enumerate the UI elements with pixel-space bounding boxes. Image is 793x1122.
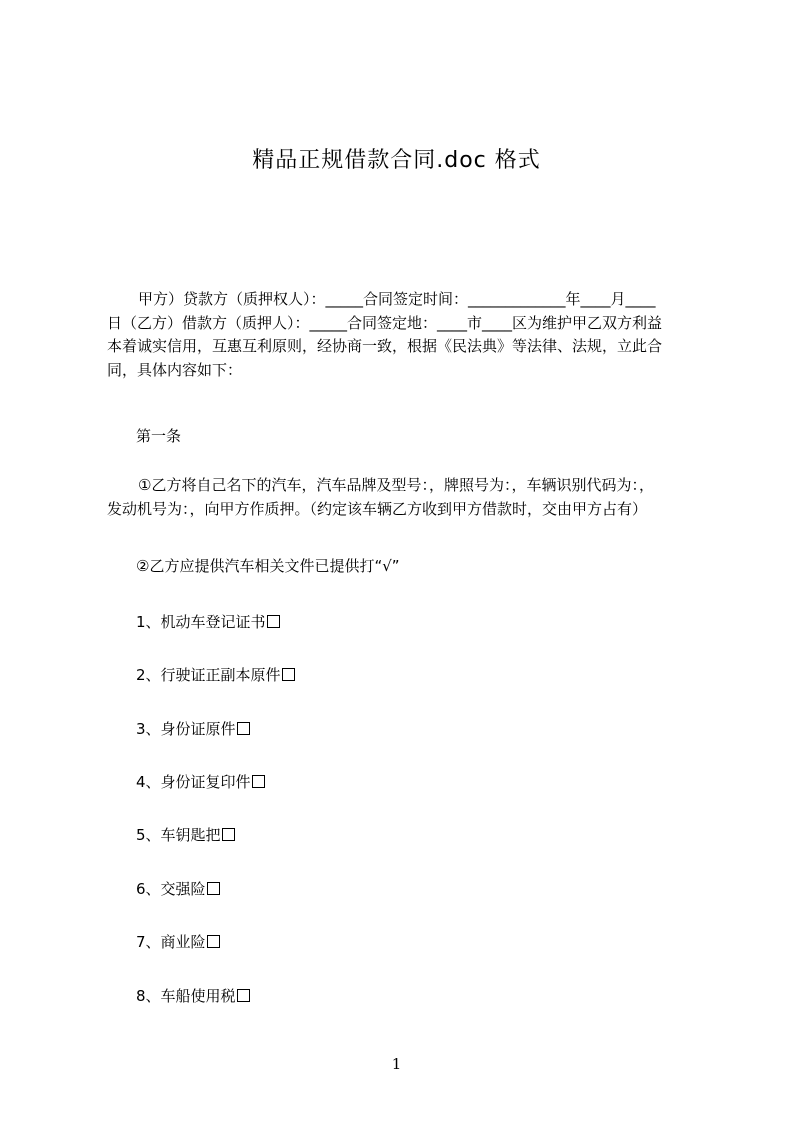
document-title: 精品正规借款合同.doc 格式 <box>252 148 541 173</box>
checkbox-icon[interactable] <box>207 882 220 895</box>
checkbox-icon[interactable] <box>222 828 235 841</box>
list-item <box>136 771 265 792</box>
list-item-label: 6、交强险 <box>136 880 206 898</box>
list-item-label: 1、机动车登记证书 <box>136 613 266 631</box>
list-item-label: 3、身份证原件 <box>136 720 236 738</box>
intro-line: 同，具体内容如下： <box>107 360 243 379</box>
clause-2: ②乙方应提供汽车相关文件已提供打“√” <box>136 557 400 575</box>
list-item-label: 5、车钥匙把 <box>136 826 221 844</box>
clause-1-paragraph <box>107 474 703 521</box>
page-number: 1 <box>391 1055 402 1073</box>
clause-1-line: 发动机号为：，向甲方作质押。（约定该车辆乙方收到甲方借款时，交由甲方占有） <box>107 499 648 518</box>
list-item <box>136 878 220 899</box>
checkbox-icon[interactable] <box>267 615 280 628</box>
intro-paragraph <box>107 288 703 382</box>
list-item <box>136 985 250 1006</box>
checkbox-icon[interactable] <box>237 989 250 1002</box>
list-item <box>136 824 235 845</box>
clause-1-line: ①乙方将自己名下的汽车，汽车品牌及型号：，牌照号为：，车辆识别代码为：， <box>138 476 654 494</box>
list-item <box>136 664 295 685</box>
checkbox-icon[interactable] <box>207 935 220 948</box>
list-item-label: 8、车船使用税 <box>136 987 236 1005</box>
article-heading: 第一条 <box>136 427 182 445</box>
checkbox-icon[interactable] <box>252 775 265 788</box>
intro-line: 本着诚实信用，互惠互利原则，经协商一致，根据《民法典》等法律、法规，立此合 <box>107 337 663 355</box>
list-item <box>136 718 250 739</box>
intro-line: 日（乙方）借款方（质押人）：_____合同签定地：____市____区为维护甲乙双方利益 <box>107 313 663 332</box>
checkbox-icon[interactable] <box>237 722 250 735</box>
list-item-label: 2、行驶证正副本原件 <box>136 666 281 684</box>
intro-line: 甲方）贷款方（质押权人）：_____合同签定时间：_____________年____月____ <box>138 290 656 308</box>
list-item <box>136 611 280 632</box>
list-item-label: 7、商业险 <box>136 933 206 951</box>
checkbox-icon[interactable] <box>282 668 295 681</box>
list-item <box>136 931 220 952</box>
list-item-label: 4、身份证复印件 <box>136 773 251 791</box>
